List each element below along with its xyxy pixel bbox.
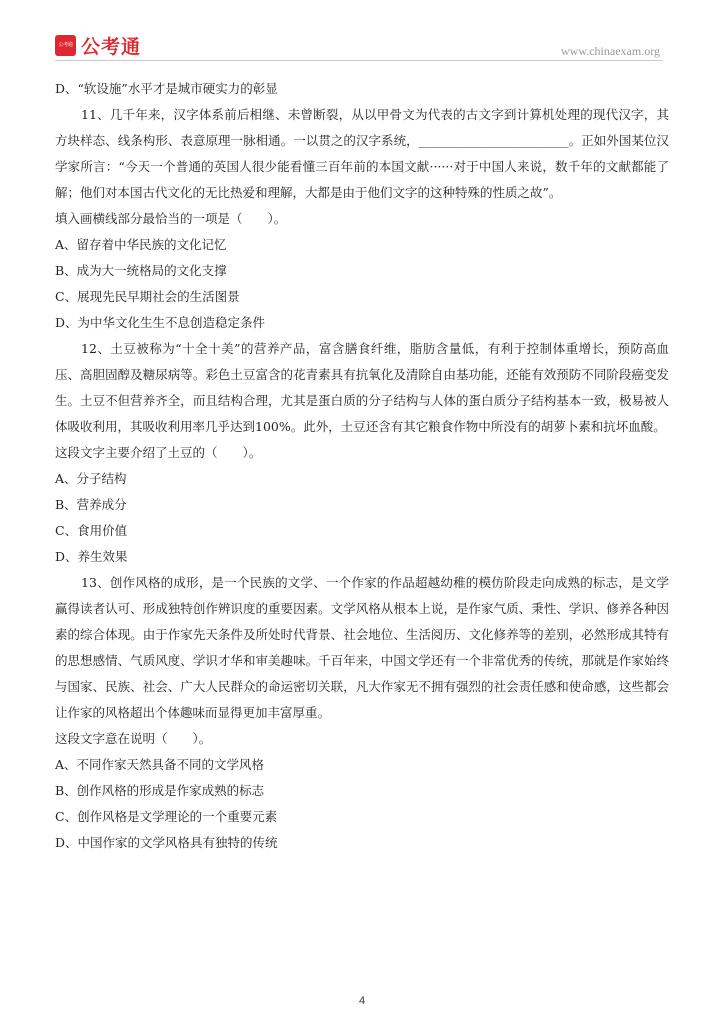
site-url: www.chinaexam.org [561,44,660,58]
q12-prompt: 这段文字主要介绍了土豆的（ ）。 [55,445,262,460]
q11-option-c: C、展现先民早期社会的生活图景 [55,289,240,304]
q13-prompt: 这段文字意在说明（ ）。 [55,731,212,746]
document-body [55,76,669,856]
q11-prompt: 填入画横线部分最恰当的一项是（ ）。 [55,211,287,226]
brand-logo[interactable] [55,34,141,56]
logo-badge-icon: 公考通 [55,35,76,56]
logo-text: 公考通 [81,35,142,58]
q11-option-a: A、留存着中华民族的文化记忆 [55,237,227,252]
q12-option-d: D、养生效果 [55,549,128,564]
q12-stem: 12、土豆被称为“十全十美”的营养产品，富含膳食纤维，脂肪含量低，有利于控制体重增长，预防高血压、高胆固醇及糖尿病等。彩色土豆富含的花青素具有抗氧化及清除自由基功能，还能有效预防不同阶段癌变发生。土豆不但营养齐全，而且结构合理，尤其是蛋白质的分子结构与人体的蛋白质分子结构基本一致，极易被人体吸收利用，其吸收利用率几乎达到100%。此外，土豆还含有其它粮食作物中所没有的胡萝卜素和抗坏血酸。 [55,341,669,434]
header-divider [55,60,663,61]
q13-stem: 13、创作风格的成形，是一个民族的文学、一个作家的作品超越幼稚的模仿阶段走向成熟的标志，是文学赢得读者认可、形成独特创作辨识度的重要因素。文学风格从根本上说，是作家气质、秉性、学识、修养各种因素的综合体现。由于作家先天条件及所处时代背景、社会地位、生活阅历、文化修养等的差别，必然形成其特有的思想感情、气质风度、学识才华和审美趣味。千百年来，中国文学还有一个非常优秀的传统，那就是作家始终与国家、民族、社会、广大人民群众的命运密切关联，凡大作家无不拥有强烈的社会责任感和使命感，这些都会让作家的风格超出个体趣味而显得更加丰富厚重。 [55,575,669,720]
q13-option-a: A、不同作家天然具备不同的文学风格 [55,757,265,772]
q12-option-a: A、分子结构 [55,471,127,486]
prev-question-option-d: D、“软设施”水平才是城市硬实力的彰显 [55,81,278,96]
page-number: 4 [358,995,366,1007]
q13-option-c: C、创作风格是文学理论的一个重要元素 [55,809,278,824]
q12-option-b: B、营养成分 [55,497,127,512]
q13-option-b: B、创作风格的形成是作家成熟的标志 [55,783,265,798]
q12-option-c: C、食用价值 [55,523,128,538]
q11-option-b: B、成为大一统格局的文化支撑 [55,263,227,278]
q11-option-d: D、为中华文化生生不息创造稳定条件 [55,315,266,330]
page-header [0,0,724,64]
q13-option-d: D、中国作家的文学风格具有独特的传统 [55,835,278,850]
q11-stem: 11、几千年来，汉字体系前后相继、未曾断裂，从以甲骨文为代表的古文字到计算机处理的现代汉字，其方块样态、线条构形、表意原理一脉相通。一以贯之的汉字系统，________________________。正如外国某位汉学家所言：“今天一个普通的英国人很少能看懂三百年前的本国文献······对于中国人来说，数千年的文献都能了解；他们对本国古代文化的无比热爱和理解，大都是由于他们文字的这种特殊的性质之故”。 [55,107,669,200]
